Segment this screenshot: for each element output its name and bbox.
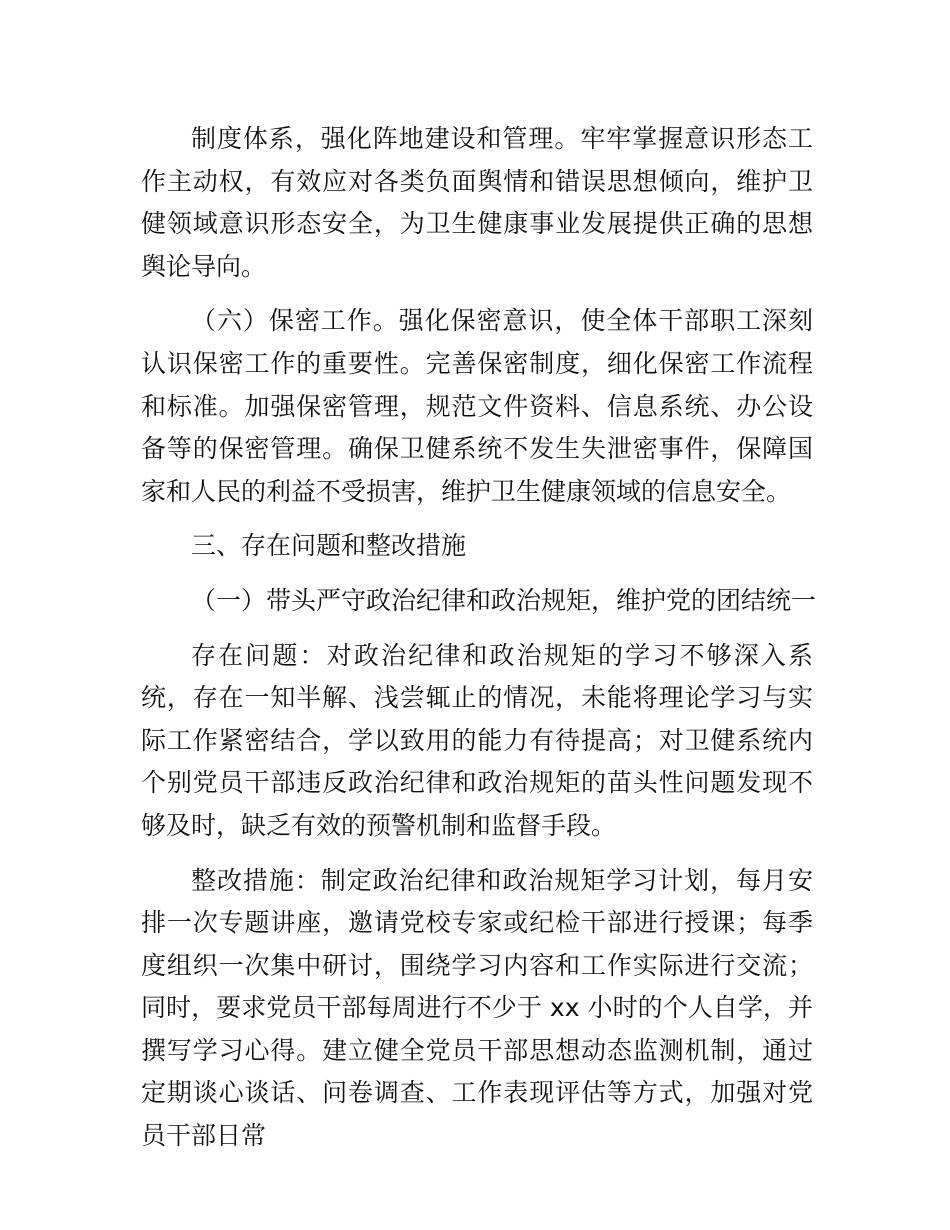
document-body xyxy=(141,118,817,1170)
paragraph-problems: 存在问题：对政治纪律和政治规矩的学习不够深入系统，存在一知半解、浅尝辄止的情况，未能将理论学习与实际工作紧密结合，学以致用的能力有待提高；对卫健系统内个别党员干部违反政治纪律和政治规矩的苗头性问题发现不够及时，缺乏有效的预警机制和监督手段。 xyxy=(141,640,813,840)
subsection-heading: （一）带头严守政治纪律和政治规矩，维护党的团结统一 xyxy=(191,585,817,615)
section-heading: 三、存在问题和整改措施 xyxy=(191,531,467,561)
paragraph-continuation: 制度体系，强化阵地建设和管理。牢牢掌握意识形态工作主动权，有效应对各类负面舆情和错误思想倾向，维护卫健领域意识形态安全，为卫生健康事业发展提供正确的思想舆论导向。 xyxy=(141,124,813,281)
paragraph-measures: 整改措施：制定政治纪律和政治规矩学习计划，每月安排一次专题讲座，邀请党校专家或纪检干部进行授课；每季度组织一次集中研讨，围绕学习内容和工作实际进行交流；同时，要求党员干部每周进行不少于 xx 小时的个人自学，并撰写学习心得。建立健全党员干部思想动态监测机制，通过定期谈心谈话、问卷调查、工作表现评估等方式，加强对党员干部日常 xyxy=(141,865,813,1151)
paragraph-confidentiality: （六）保密工作。强化保密意识，使全体干部职工深刻认识保密工作的重要性。完善保密制度，细化保密工作流程和标准。加强保密管理，规范文件资料、信息系统、办公设备等的保密管理。确保卫健系统不发生失泄密事件，保障国家和人民的利益不受损害，维护卫生健康领域的信息安全。 xyxy=(141,306,813,506)
